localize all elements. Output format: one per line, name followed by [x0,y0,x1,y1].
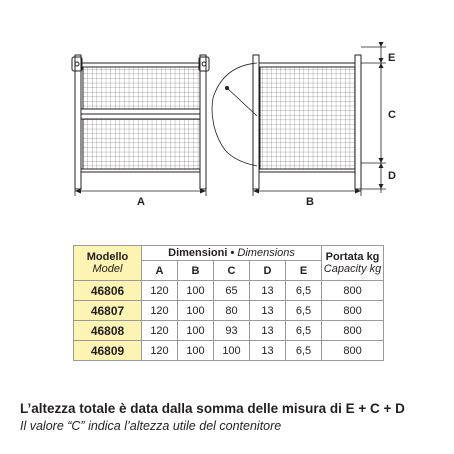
col-header-a: A [142,261,178,281]
table-row [74,341,384,361]
header-dimensions-en: Dimensions [237,247,295,259]
table-row [74,321,384,341]
useful-height-note: Il valore “C” indica l’altezza utile del contenitore [20,419,282,433]
spec-table [73,245,384,361]
dim-label-b: B [306,196,314,208]
front-view [72,55,209,189]
value-e: 6,5 [286,301,322,321]
value-capacity: 800 [322,281,384,301]
value-a: 120 [142,321,178,341]
dim-label-e: E [388,52,396,64]
col-header-c: C [214,261,250,281]
value-e: 6,5 [286,281,322,301]
value-d: 13 [250,301,286,321]
table-row [74,301,384,321]
side-right-post [355,55,361,189]
value-c: 80 [214,301,250,321]
table-header-row [74,246,384,261]
header-capacity: Portata kg [325,251,380,263]
col-header-b: B [178,261,214,281]
value-b: 100 [178,281,214,301]
header-capacity-cell [322,246,384,281]
value-a: 120 [142,281,178,301]
value-d: 13 [250,281,286,301]
header-capacity-en: Capacity kg [323,263,382,275]
value-d: 13 [250,341,286,361]
value-b: 100 [178,321,214,341]
header-bullet: • [230,247,235,259]
dim-label-c: C [388,109,396,121]
dimension-b [253,183,361,196]
col-header-e: E [286,261,322,281]
header-model-cell [74,246,142,281]
value-a: 120 [142,341,178,361]
value-d: 13 [250,321,286,341]
dim-label-a: A [137,196,145,208]
side-view [253,55,361,189]
value-capacity: 800 [322,301,384,321]
header-model: Modello [86,251,129,263]
col-header-d: D [250,261,286,281]
header-dimensions-cell [142,246,322,261]
header-model-en: Model [92,263,123,275]
value-e: 6,5 [286,321,322,341]
dimension-a [75,183,206,196]
dim-label-d: D [388,170,396,182]
value-e: 6,5 [286,341,322,361]
side-left-post [253,55,259,189]
front-left-post [75,55,81,189]
value-capacity: 800 [322,321,384,341]
model-code: 46808 [74,321,142,341]
value-capacity: 800 [322,341,384,361]
value-c: 100 [214,341,250,361]
model-code: 46806 [74,281,142,301]
header-dimensions: Dimensioni [168,247,228,259]
value-a: 120 [142,301,178,321]
value-b: 100 [178,341,214,361]
value-b: 100 [178,301,214,321]
vertical-dimensions [361,42,386,193]
value-c: 93 [214,321,250,341]
side-door-swing [212,63,257,166]
table-row [74,281,384,301]
model-code: 46807 [74,301,142,321]
value-c: 65 [214,281,250,301]
front-right-post [200,55,206,189]
model-code: 46809 [74,341,142,361]
total-height-note: L’altezza totale è data dalla somma delle misura di E + C + D [20,401,405,416]
